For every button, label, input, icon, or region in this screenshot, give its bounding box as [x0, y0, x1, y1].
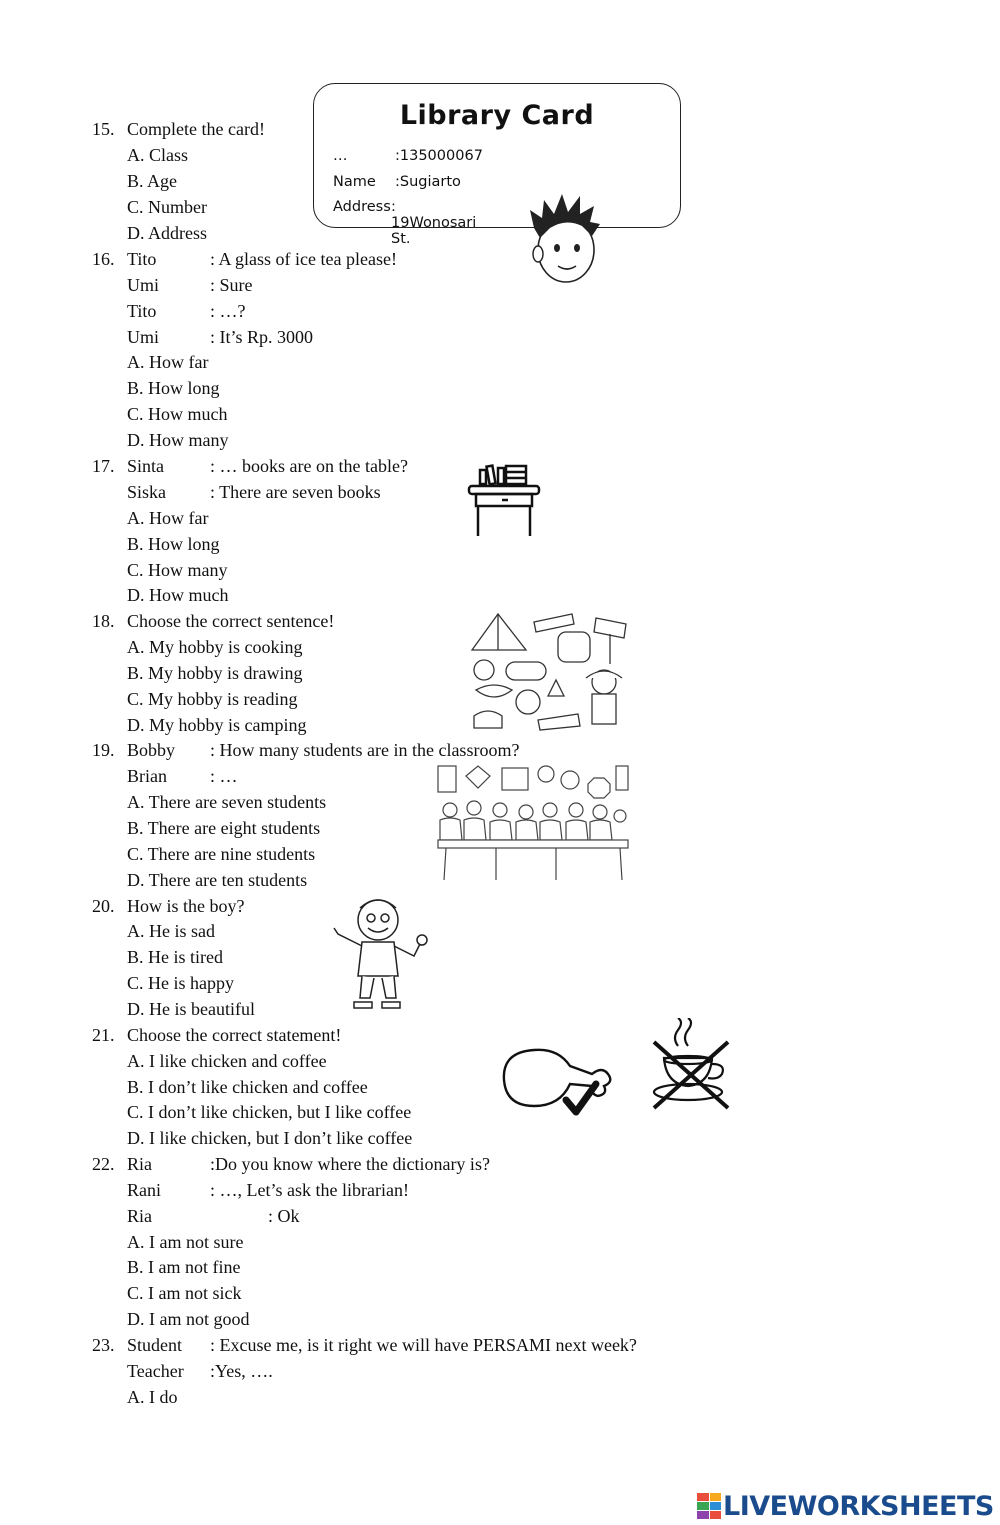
q15-option-a[interactable]: A. Class	[127, 145, 189, 165]
q22-speaker: Ria	[127, 1154, 152, 1174]
q18-option-a[interactable]: A. My hobby is cooking	[127, 637, 303, 657]
q19-option-d[interactable]: D. There are ten students	[127, 870, 308, 890]
q22-option-a[interactable]: A. I am not sure	[127, 1232, 244, 1252]
q19-utterance: : …	[210, 766, 238, 786]
q18-option-c[interactable]: C. My hobby is reading	[127, 689, 298, 709]
q16-option-d[interactable]: D. How many	[127, 430, 229, 450]
q16-option-b[interactable]: B. How long	[127, 378, 220, 398]
q15-option-d[interactable]: D. Address	[127, 223, 207, 243]
q21-option-d[interactable]: D. I like chicken, but I don’t like coffee	[127, 1128, 413, 1148]
q15-option-c[interactable]: C. Number	[127, 197, 207, 217]
q19-option-c[interactable]: C. There are nine students	[127, 844, 316, 864]
q16-speaker: Umi	[127, 275, 160, 295]
q23-speaker: Teacher	[127, 1361, 184, 1381]
q21-option-b[interactable]: B. I don’t like chicken and coffee	[127, 1077, 368, 1097]
q20-option-d[interactable]: D. He is beautiful	[127, 999, 255, 1019]
q18-option-d[interactable]: D. My hobby is camping	[127, 715, 307, 735]
q22-option-b[interactable]: B. I am not fine	[127, 1257, 241, 1277]
q16-utterance: : A glass of ice tea please!	[210, 249, 397, 269]
card-row-number: … :135000067	[333, 148, 483, 164]
q19-option-a[interactable]: A. There are seven students	[127, 792, 327, 812]
q20-option-c[interactable]: C. He is happy	[127, 973, 234, 993]
q20-option-a[interactable]: A. He is sad	[127, 921, 215, 941]
card-title: Library Card	[399, 100, 595, 131]
camping-gear-illustration	[468, 608, 632, 732]
q22-number: 22.	[92, 1154, 115, 1174]
q21-number: 21.	[92, 1025, 115, 1045]
q20-option-b[interactable]: B. He is tired	[127, 947, 223, 967]
q17-speaker: Siska	[127, 482, 167, 502]
happy-boy-illustration	[332, 894, 430, 1012]
q16-utterance: : It’s Rp. 3000	[210, 327, 314, 347]
q23-speaker: Student	[127, 1335, 183, 1355]
q16-speaker: Tito	[127, 249, 157, 269]
coffee-cup-crossed-icon	[648, 1018, 732, 1112]
q22-utterance: :Do you know where the dictionary is?	[210, 1154, 490, 1174]
q17-number: 17.	[92, 456, 115, 476]
q16-number: 16.	[92, 249, 115, 269]
q16-option-c[interactable]: C. How much	[127, 404, 228, 424]
q19-utterance: : How many students are in the classroom?	[210, 740, 520, 760]
q22-utterance: : Ok	[268, 1206, 300, 1226]
q18-number: 18.	[92, 611, 115, 631]
q17-option-a[interactable]: A. How far	[127, 508, 209, 528]
q17-option-d[interactable]: D. How much	[127, 585, 229, 605]
q16-speaker: Umi	[127, 327, 160, 347]
q22-speaker: Rani	[127, 1180, 161, 1200]
q15-number: 15.	[92, 119, 115, 139]
liveworksheets-logo-text: LIVEWORKSHEETS	[723, 1490, 994, 1522]
liveworksheets-logo-icon	[697, 1493, 721, 1519]
q19-speaker: Brian	[127, 766, 167, 786]
q21-option-c[interactable]: C. I don’t like chicken, but I like coffee	[127, 1102, 412, 1122]
q18-prompt: Choose the correct sentence!	[127, 611, 335, 631]
q23-number: 23.	[92, 1335, 115, 1355]
q16-utterance: : Sure	[210, 275, 253, 295]
card-row-address: Address : 19Wonosari St.	[333, 199, 477, 247]
q21-prompt: Choose the correct statement!	[127, 1025, 342, 1045]
q19-option-b[interactable]: B. There are eight students	[127, 818, 321, 838]
chicken-leg-check-icon	[498, 1044, 614, 1120]
q19-speaker: Bobby	[127, 740, 176, 760]
library-card	[313, 83, 681, 247]
liveworksheets-logo	[697, 1490, 994, 1522]
q17-utterance: : There are seven books	[210, 482, 381, 502]
boy-face-illustration	[522, 188, 604, 288]
q22-option-d[interactable]: D. I am not good	[127, 1309, 250, 1329]
q19-number: 19.	[92, 740, 115, 760]
q17-option-c[interactable]: C. How many	[127, 560, 228, 580]
q22-utterance: : …, Let’s ask the librarian!	[210, 1180, 409, 1200]
q23-utterance: :Yes, ….	[210, 1361, 273, 1381]
q15-prompt: Complete the card!	[127, 119, 265, 139]
q17-option-b[interactable]: B. How long	[127, 534, 220, 554]
q16-option-a[interactable]: A. How far	[127, 352, 209, 372]
q20-number: 20.	[92, 896, 115, 916]
q23-utterance: : Excuse me, is it right we will have PERSAMI next week?	[210, 1335, 637, 1355]
q16-speaker: Tito	[127, 301, 157, 321]
q21-option-a[interactable]: A. I like chicken and coffee	[127, 1051, 327, 1071]
q22-speaker: Ria	[127, 1206, 152, 1226]
q18-option-b[interactable]: B. My hobby is drawing	[127, 663, 303, 683]
card-row-name: Name :Sugiarto	[333, 174, 461, 190]
q17-utterance: : … books are on the table?	[210, 456, 408, 476]
q17-speaker: Sinta	[127, 456, 165, 476]
q15-option-b[interactable]: B. Age	[127, 171, 178, 191]
q23-option-a[interactable]: A. I do	[127, 1387, 178, 1407]
q20-prompt: How is the boy?	[127, 896, 245, 916]
classroom-students-illustration	[436, 760, 630, 882]
q16-utterance: : …?	[210, 301, 246, 321]
q22-option-c[interactable]: C. I am not sick	[127, 1283, 242, 1303]
books-on-table-illustration	[466, 462, 542, 540]
